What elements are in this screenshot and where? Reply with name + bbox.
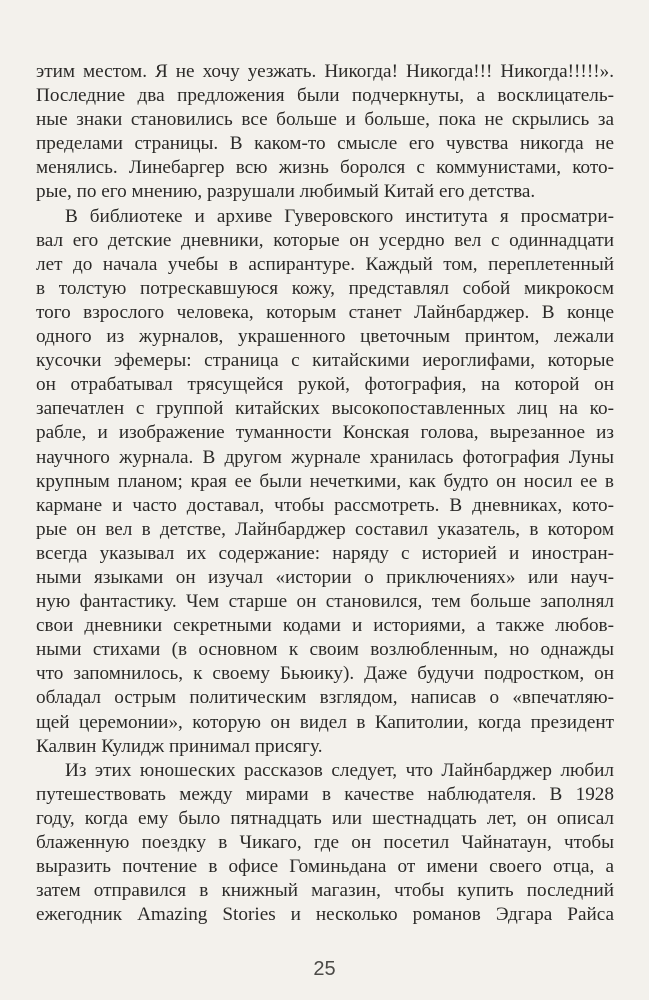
text-line: ными стихами (в основном к своим возлюбленным, но однажды [36,639,614,661]
text-line: ную фантастику. Чем старше он становился, тем больше заполнял [36,591,614,613]
text-line: пределами страницы. В каком-то смысле его чувства никогда не [36,133,614,155]
text-line: этим местом. Я не хочу уезжать. Никогда! Никогда!!! Никогда!!!!!». [36,61,614,82]
text-line: научного журнала. В другом журнале хранилась фотография Луны [36,446,614,468]
text-block [36,60,614,927]
text-line: в толстую потрескавшуюся кожу, представлял собой микрокосм [36,277,614,299]
text-line: обладал острым политическим взглядом, написав о «впечатляю- [36,687,614,709]
text-line: Из этих юношеских рассказов следует, что Лайнбарджер любил [65,759,614,781]
text-line: лет до начала учебы в аспирантуре. Каждый том, переплетенный [36,253,614,275]
page-number: 25 [313,958,336,980]
paragraph [36,205,614,759]
text-line: он отрабатывал трясущейся рукой, фотография, на которой он [36,374,614,396]
text-line: ежегодник Amazing Stories и несколько романов Эдгара Райса [36,904,614,926]
text-line: вал его детские дневники, которые он усердно вел с одиннадцати [36,229,614,251]
text-line: рые он вел в детстве, Лайнбарджер составил указатель, в котором [36,518,614,540]
paragraph [36,759,614,928]
text-line: кармане и часто доставал, чтобы рассмотреть. В дневниках, кото- [36,494,614,516]
text-line: того взрослого человека, которым станет Лайнбарджер. В конце [36,301,614,323]
text-line: менялись. Линебаргер всю жизнь боролся с коммунистами, кото- [36,157,614,179]
text-line: Калвин Кулидж принимал присягу. [36,735,323,757]
text-line: затем отправился в книжный магазин, чтобы купить последний [36,880,614,902]
text-line: рые, по его мнению, разрушали любимый Китай его детства. [36,181,536,203]
text-line: всегда указывал их содержание: наряду с историей и иностран- [36,542,614,564]
text-line: щей церемонии», которую он видел в Капитолии, когда президент [36,711,614,733]
text-line: году, когда ему было пятнадцать или шестнадцать лет, он описал [36,807,614,829]
text-line: кусочки эфемеры: страница с китайскими иероглифами, которые [36,350,614,372]
text-line: путешествовать между мирами в качестве наблюдателя. В 1928 [36,783,614,805]
text-line: ными языками он изучал «истории о приключениях» или науч- [36,566,614,588]
text-line: что запомнилось, к своему Бьюику). Даже будучи подростком, он [36,663,614,685]
text-line: ные знаки становились все больше и больше, пока не скрылись за [36,109,614,131]
text-line: рабле, и изображение туманности Конская голова, вырезанное из [36,422,614,444]
text-line: В библиотеке и архиве Гуверовского института я просматри- [65,205,614,227]
text-line: Последние два предложения были подчеркнуты, а восклицатель- [36,85,614,107]
text-line: запечатлен с группой китайских высокопоставленных лиц на ко- [36,398,614,420]
text-line: свои дневники секретными кодами и историями, а также любов- [36,615,614,637]
text-line: блаженную поездку в Чикаго, где он посетил Чайнатаун, чтобы [36,832,614,853]
text-line: выразить почтение в офисе Гоминьдана от имени своего отца, а [36,856,614,878]
text-line: одного из журналов, украшенного цветочным принтом, лежали [36,326,614,348]
paragraph [36,60,614,205]
text-line: крупным планом; края ее были нечеткими, как будто он носил ее в [36,470,614,492]
